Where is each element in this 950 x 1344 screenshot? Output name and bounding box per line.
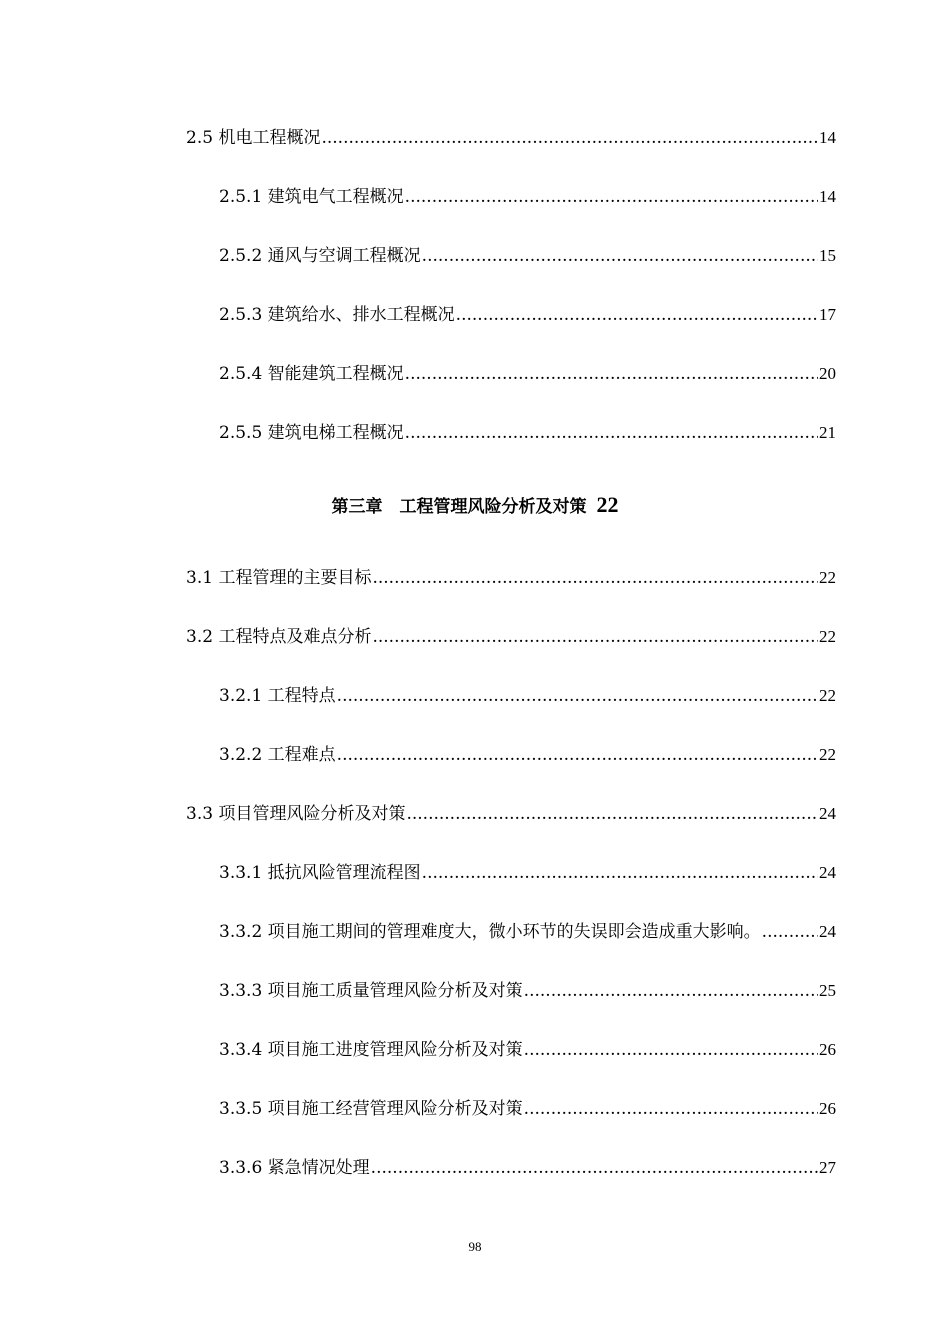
toc-entry-label: 2.5.3 建筑给水、排水工程概况 (219, 305, 455, 325)
toc-entry-page: 20 (819, 364, 836, 383)
toc-entry-2-5-4[interactable] (219, 363, 836, 385)
toc-entry-page: 26 (819, 1099, 836, 1118)
chapter-heading[interactable] (0, 490, 950, 522)
toc-entry-2-5-1[interactable] (219, 186, 836, 208)
toc-leader-dots (406, 803, 818, 825)
toc-entry-label: 2.5.1 建筑电气工程概况 (219, 187, 404, 207)
toc-entry-page: 17 (819, 305, 836, 324)
toc-entry-page: 22 (819, 686, 836, 705)
toc-entry-3-3-2[interactable] (219, 921, 836, 943)
toc-entry-page: 24 (819, 863, 836, 882)
toc-entry-label: 3.1 工程管理的主要目标 (186, 568, 372, 588)
toc-entry-page: 15 (819, 246, 836, 265)
toc-entry-label: 3.3.3 项目施工质量管理风险分析及对策 (219, 981, 523, 1001)
toc-entry-label: 3.3 项目管理风险分析及对策 (186, 804, 406, 824)
toc-leader-dots (524, 1039, 818, 1061)
toc-leader-dots (405, 186, 818, 208)
toc-leader-dots (524, 980, 818, 1002)
toc-leader-dots (456, 304, 818, 326)
toc-entry-page: 21 (819, 423, 836, 442)
toc-entry-label: 3.3.6 紧急情况处理 (219, 1158, 370, 1178)
toc-leader-dots (372, 567, 818, 589)
toc-entry-2-5-2[interactable] (219, 245, 836, 267)
toc-leader-dots (762, 921, 818, 943)
toc-entry-label: 2.5 机电工程概况 (186, 128, 321, 148)
toc-entry-page: 22 (819, 568, 836, 587)
toc-entry-page: 25 (819, 981, 836, 1000)
toc-leader-dots (422, 245, 818, 267)
toc-entry-3-2[interactable] (186, 626, 836, 648)
toc-leader-dots (372, 626, 818, 648)
toc-leader-dots (405, 363, 818, 385)
toc-entry-3-3-1[interactable] (219, 862, 836, 884)
toc-entry-label: 2.5.4 智能建筑工程概况 (219, 364, 404, 384)
toc-entry-page: 27 (819, 1158, 836, 1177)
toc-entry-page: 22 (819, 745, 836, 764)
toc-leader-dots (405, 422, 818, 444)
toc-entry-page: 14 (819, 187, 836, 206)
toc-entry-label: 3.3.2 项目施工期间的管理难度大，微小环节的失误即会造成重大影响。 (219, 922, 761, 942)
toc-leader-dots (422, 862, 818, 884)
chapter-page: 22 (596, 492, 619, 517)
toc-entry-3-3-3[interactable] (219, 980, 836, 1002)
page-number-footer: 98 (468, 1239, 482, 1254)
toc-entry-label: 3.2.2 工程难点 (219, 745, 336, 765)
toc-entry-label: 2.5.2 通风与空调工程概况 (219, 246, 421, 266)
toc-leader-dots (524, 1098, 818, 1120)
toc-entry-3-3-6[interactable] (219, 1157, 836, 1179)
toc-entry-3-2-1[interactable] (219, 685, 836, 707)
toc-entry-2-5-5[interactable] (219, 422, 836, 444)
toc-leader-dots (321, 127, 818, 149)
toc-entry-3-1[interactable] (186, 567, 836, 589)
toc-entry-page: 22 (819, 627, 836, 646)
toc-leader-dots (337, 744, 818, 766)
toc-entry-2-5[interactable] (186, 127, 836, 149)
toc-leader-dots (337, 685, 818, 707)
toc-entry-page: 24 (819, 922, 836, 941)
toc-entry-label: 3.2.1 工程特点 (219, 686, 336, 706)
toc-entry-label: 2.5.5 建筑电梯工程概况 (219, 423, 404, 443)
toc-entry-page: 14 (819, 128, 836, 147)
toc-entry-page: 24 (819, 804, 836, 823)
toc-entry-3-3[interactable] (186, 803, 836, 825)
chapter-title: 第三章 工程管理风险分析及对策 (331, 497, 587, 517)
toc-entry-3-2-2[interactable] (219, 744, 836, 766)
toc-entry-label: 3.2 工程特点及难点分析 (186, 627, 372, 647)
toc-leader-dots (371, 1157, 818, 1179)
toc-entry-label: 3.3.4 项目施工进度管理风险分析及对策 (219, 1040, 523, 1060)
toc-entry-3-3-5[interactable] (219, 1098, 836, 1120)
toc-entry-2-5-3[interactable] (219, 304, 836, 326)
toc-entry-3-3-4[interactable] (219, 1039, 836, 1061)
toc-entry-label: 3.3.1 抵抗风险管理流程图 (219, 863, 421, 883)
toc-entry-label: 3.3.5 项目施工经营管理风险分析及对策 (219, 1099, 523, 1119)
toc-entry-page: 26 (819, 1040, 836, 1059)
